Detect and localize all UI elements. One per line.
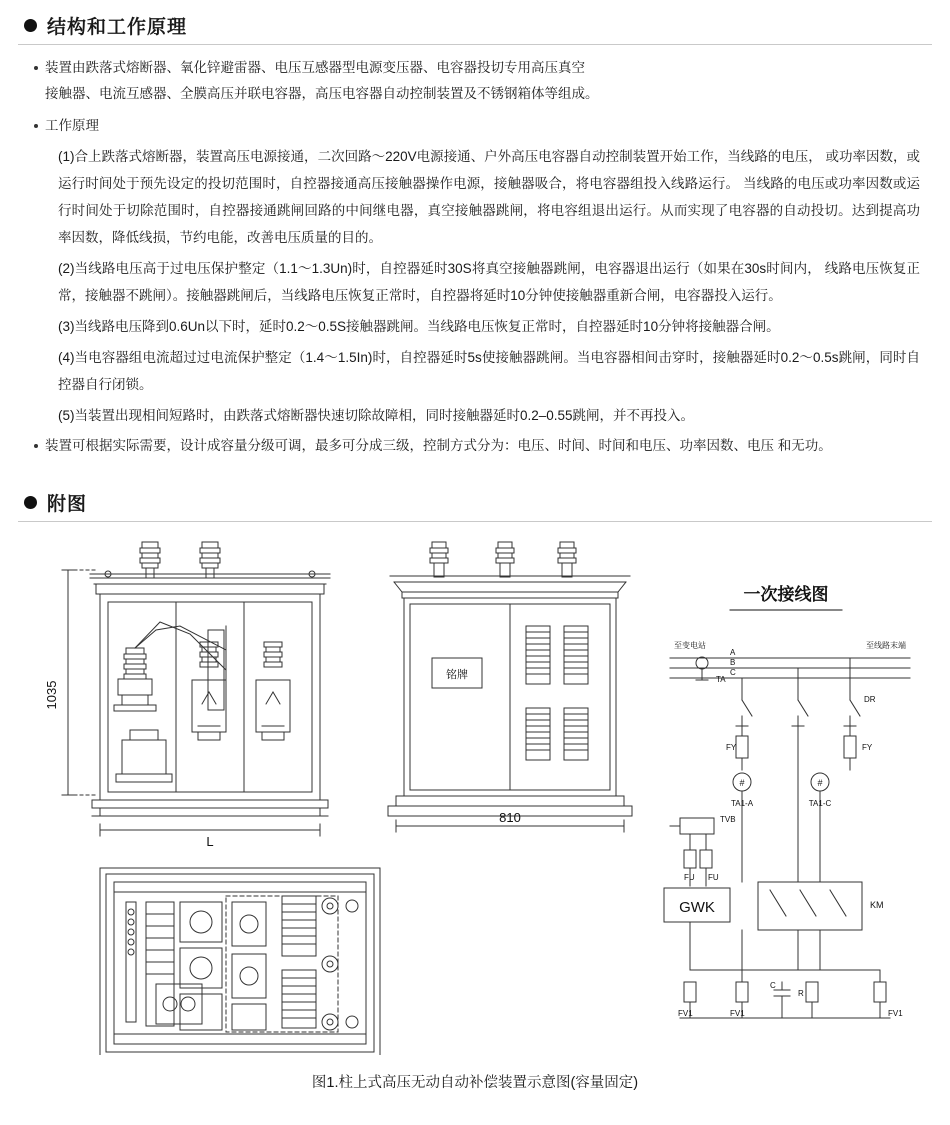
label-km: KM [870,900,884,910]
principle-item-1: (1)合上跌落式熔断器，装置高压电源接通，二次回路～220V电源接通、户外高压电容器自动控制装置开始工作，当线路的电压， 或功率因数，或运行时间处于预先设定的投切范围时，自控器接通高压接触器操作电源，接触器吸合，将电容器组投入线路运行。 当线路的电压或功率因数或运行时间处于切除范围时，自控器接通跳闸回路的中间继电器，真空接触器跳闸，将电容组退出运行。从而实现了电容器的自动投切。达到提高功率因数，降低线损，节约电能，改善电压质量的目的。 [58,149,920,245]
label-fv1-1: FV1 [678,1009,693,1018]
bullet-line-1: 装置由跌落式熔断器、氧化锌避雷器、电压互感器型电源变压器、电容器投切专用高压真空 [45,60,585,75]
label-gwk: GWK [679,899,715,916]
label-fv1-3: FV1 [888,1009,903,1018]
label-fu-2: FU [708,873,719,882]
section-body [0,45,950,459]
label-dr: DR [864,695,876,704]
figure-caption: 图1.柱上式高压无动自动补偿装置示意图(容量固定) [311,1075,639,1091]
label-phase-c: C [730,668,736,677]
label-ta: TA [716,675,726,684]
section-structure [0,0,950,459]
label-r: R [798,989,804,998]
principle-items [46,143,920,429]
bullet-icon [24,496,37,509]
label-hash-2: # [817,778,823,788]
divider [18,521,932,522]
label-fv1-2: FV1 [730,1009,745,1018]
label-ta1c: TA1-C [808,799,832,808]
bullet-line-2: 接触器、电流互感器、全膜高压并联电容器，高压电容器自动控制装置及不锈钢箱体等组成。 [45,86,599,101]
label-fy-left: FY [726,743,737,752]
dimension-height-label: 1035 [44,680,59,710]
section-heading [0,485,950,519]
principle-item-4: (4)当电容器组电流超过过电流保护整定（1.4～1.5In)时，自控器延时5s使接触器跳闸。当电容器相间击穿时，接触器延时0.2～0.5s跳闸，同时自控器自行闭锁。 [58,350,920,392]
dimension-width-left-label: L [206,834,214,849]
dot-icon [34,66,38,70]
principle-item-2: (2)当线路电压高于过电压保护整定（1.1～1.3Un)时，自控器延时30S将真空接触器跳闸，电容器退出运行（如果在30s时间内， 线路电压恢复正常，接触器不跳闸）。接触器跳闸后，当线路电压恢复正常时，自控器将延时10分钟使接触器重新合闸，电容器投入运行。 [58,261,920,303]
drawing-svg [30,530,920,1055]
label-right-end: 至线路末端 [866,641,906,650]
label-ta1a: TA1-A [730,799,754,808]
dot-icon [34,444,38,448]
label-phase-b: B [730,658,736,667]
section-title: 结构和工作原理 [47,16,188,38]
section-heading [0,8,950,42]
list-item [34,113,920,139]
dot-icon [34,124,38,128]
label-c: C [770,981,776,990]
label-hash-1: # [739,778,745,788]
label-phase-a: A [730,648,736,657]
list-item [34,55,920,107]
label-fu-1: FU [684,873,695,882]
principle-item-5: (5)当装置出现相间短路时，由跌落式熔断器快速切除故障相，同时接触器延时0.2–0.55跳闸，并不再投入。 [58,408,695,423]
figure-container [0,530,950,1092]
technical-drawing [30,530,920,1055]
section-title: 附图 [47,493,88,515]
label-tvb: TVB [720,815,736,824]
label-fy-right: FY [862,743,873,752]
bullet-icon [24,19,37,32]
schematic-title-text: 一次接线图 [743,585,829,604]
section-figures [0,485,950,1092]
dimension-width-right-label: 810 [499,810,521,825]
bullet-capacity-note: 装置可根据实际需要，设计成容量分级可调，最多可分成三级，控制方式分为：电压、时间、时间和电压、功率因数、电压 和无功。 [45,438,832,453]
bullet-working-principle: 工作原理 [45,118,99,133]
nameplate-label: 铭牌 [446,669,468,681]
principle-item-3: (3)当线路电压降到0.6Un以下时，延时0.2～0.5S接触器跳闸。当线路电压恢复正常时，自控器延时10分钟将接触器合闸。 [58,319,780,334]
label-left-source: 至变电站 [674,641,706,650]
list-item [34,433,920,459]
